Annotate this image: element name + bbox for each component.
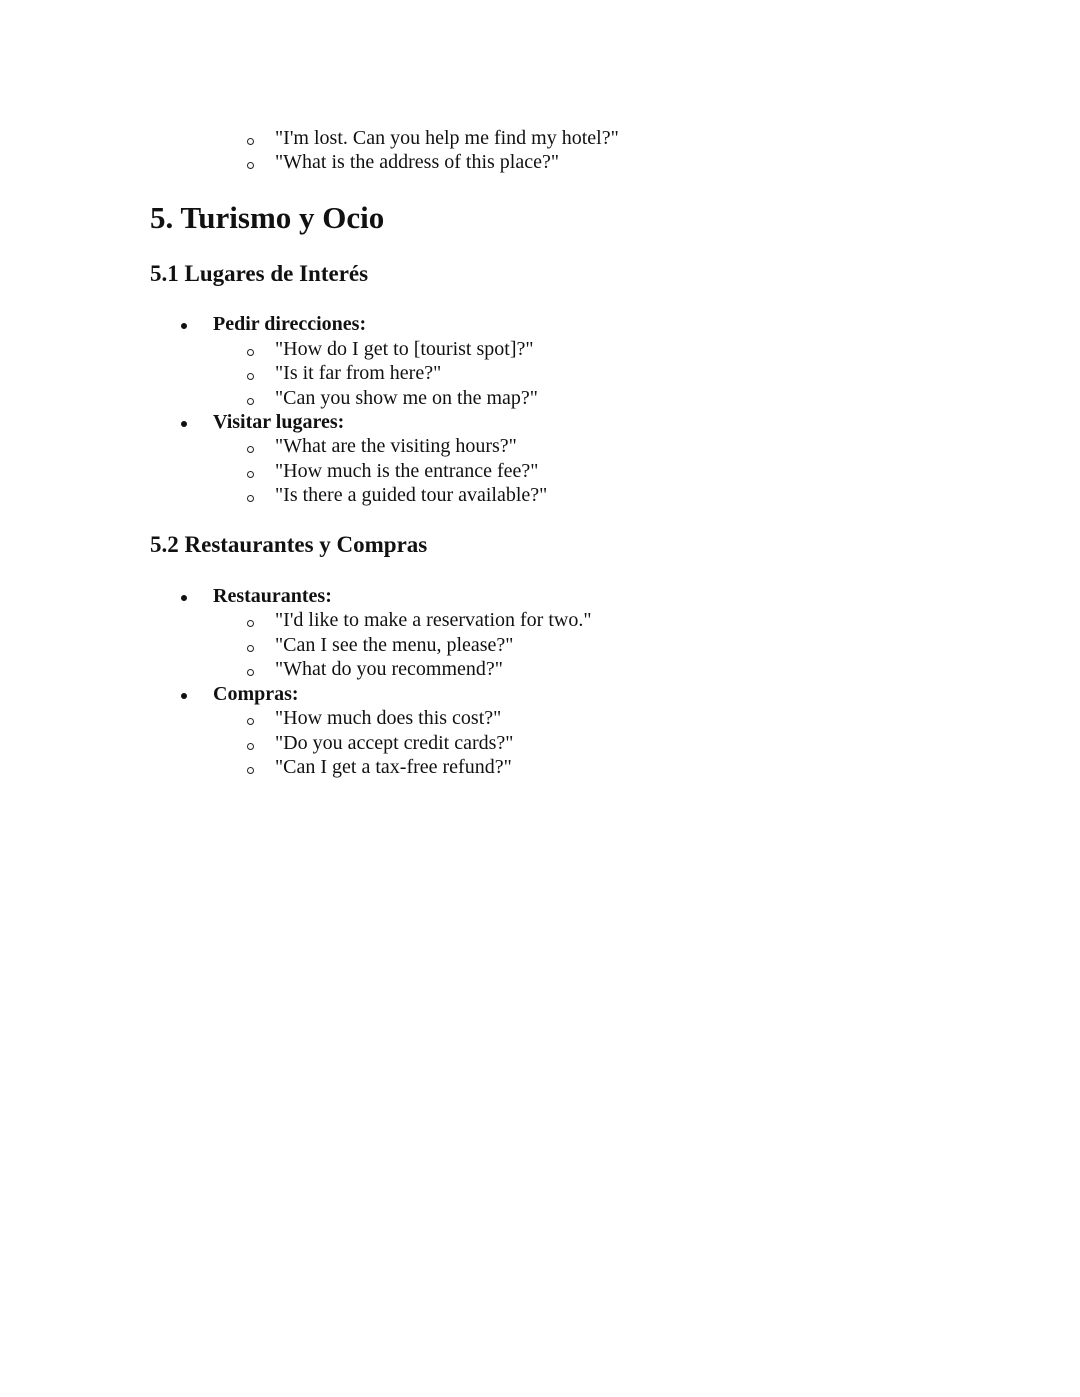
list-item-text: "I'd like to make a reservation for two." (275, 609, 592, 631)
list-item-text: "What are the visiting hours?" (275, 435, 517, 457)
list-item-text: "Do you accept credit cards?" (275, 732, 514, 754)
subsection-title: 5.2 Restaurantes y Compras (150, 532, 428, 557)
group-label (181, 584, 332, 608)
circle-bullet-icon (247, 162, 254, 169)
disc-bullet-icon (181, 421, 187, 427)
list-item-text: "What do you recommend?" (275, 658, 503, 680)
list-item (247, 706, 501, 730)
group-label (181, 312, 366, 336)
list-item (247, 434, 517, 458)
circle-bullet-icon (247, 398, 254, 405)
circle-bullet-icon (247, 138, 254, 145)
list-item (247, 633, 513, 657)
list-item (247, 657, 503, 681)
group-label-text: Pedir direcciones: (213, 313, 367, 335)
disc-bullet-icon (181, 693, 187, 699)
list-item (247, 361, 441, 385)
list-item (247, 386, 538, 410)
list-item (247, 755, 512, 779)
list-item-text: "Can I see the menu, please?" (275, 634, 514, 656)
list-item-text: "How much does this cost?" (275, 707, 502, 729)
list-item-text: "Is it far from here?" (275, 362, 442, 384)
list-item (247, 459, 538, 483)
disc-bullet-icon (181, 323, 187, 329)
list-item (247, 483, 547, 507)
list-item (247, 608, 592, 632)
section-title: 5. Turismo y Ocio (150, 200, 385, 235)
circle-bullet-icon (247, 669, 254, 676)
list-item-text: "Can you show me on the map?" (275, 387, 538, 409)
circle-bullet-icon (247, 495, 254, 502)
circle-bullet-icon (247, 471, 254, 478)
circle-bullet-icon (247, 373, 254, 380)
list-item-text: "How do I get to [tourist spot]?" (275, 338, 534, 360)
group-label (181, 410, 344, 434)
list-item-text: "How much is the entrance fee?" (275, 460, 539, 482)
circle-bullet-icon (247, 718, 254, 725)
circle-bullet-icon (247, 446, 254, 453)
list-item (247, 337, 534, 361)
group-label-text: Visitar lugares: (213, 411, 345, 433)
list-item-text: "Can I get a tax-free refund?" (275, 756, 512, 778)
circle-bullet-icon (247, 645, 254, 652)
subsection-title: 5.1 Lugares de Interés (150, 261, 369, 286)
list-item (247, 150, 559, 174)
circle-bullet-icon (247, 349, 254, 356)
group-label-text: Compras: (213, 683, 299, 705)
group-label (181, 682, 299, 706)
disc-bullet-icon (181, 595, 187, 601)
circle-bullet-icon (247, 620, 254, 627)
list-item (247, 126, 619, 150)
list-item (247, 731, 513, 755)
list-item-text: "Is there a guided tour available?" (275, 484, 548, 506)
list-item-text: "I'm lost. Can you help me find my hotel?" (275, 127, 619, 149)
group-label-text: Restaurantes: (213, 585, 332, 607)
circle-bullet-icon (247, 743, 254, 750)
list-item-text: "What is the address of this place?" (275, 151, 560, 173)
circle-bullet-icon (247, 767, 254, 774)
